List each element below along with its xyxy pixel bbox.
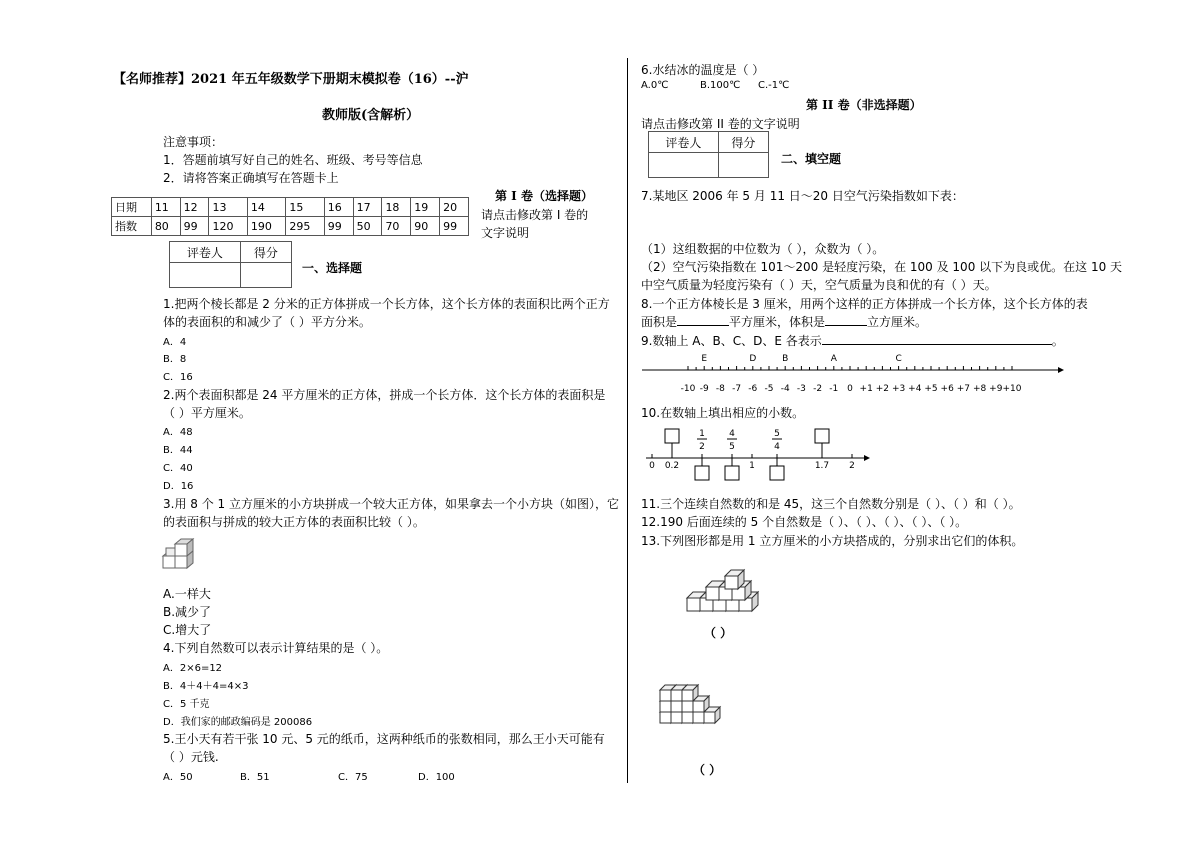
fraction-numerator: 5 xyxy=(774,429,780,439)
tick-label: -5 xyxy=(764,384,774,394)
score-cell-grader[interactable] xyxy=(649,153,719,178)
score-table xyxy=(169,241,292,288)
q1-option-c[interactable]: C．16 xyxy=(163,372,193,383)
q7-text-line3: （2）空气污染指数在 101～200 是轻度污染，在 100 及 100 以下为良或优。在这 10 天 xyxy=(641,260,1123,274)
score-header-score: 得分 xyxy=(718,132,768,153)
table-cell: 99 xyxy=(180,217,209,236)
tick-label: +9 xyxy=(989,384,1003,394)
cube-front-face xyxy=(671,690,682,701)
score-cell-score[interactable] xyxy=(718,153,768,178)
q3-text-line2: 的表面积与拼成的较大正方体的表面积比较（ ）。 xyxy=(163,515,425,529)
q3-option-b[interactable]: B.减少了 xyxy=(163,605,212,619)
q2-option-c[interactable]: C．40 xyxy=(163,463,193,474)
cube-front-face xyxy=(660,690,671,701)
fig1-answer-paren[interactable]: （ ） xyxy=(704,626,733,640)
table-cell: 11 xyxy=(151,198,180,217)
tick-label: -7 xyxy=(732,384,742,394)
volume1-desc-line2: 文字说明 xyxy=(481,226,530,240)
table-cell: 18 xyxy=(382,198,411,217)
q4-option-c[interactable]: C．5 千克 xyxy=(163,699,210,710)
q11-text-line1: 11.三个连续自然数的和是 45，这三个自然数分别是（ ）、（ ）和（ ）。 xyxy=(641,497,1021,511)
table-cell: 日期 xyxy=(112,198,152,217)
tick-label: 0 xyxy=(649,461,655,471)
section2-title: 二、填空题 xyxy=(781,152,842,166)
q8-text-part3: 立方厘米。 xyxy=(867,315,928,329)
q8-text-line2 xyxy=(641,313,927,330)
tick-label: +7 xyxy=(956,384,971,394)
fraction-numerator: 1 xyxy=(699,429,705,439)
q4-option-d[interactable]: D．我们家的邮政编码是 200086 xyxy=(163,717,313,728)
volume2-title: 第 II 卷（非选择题） xyxy=(806,98,922,112)
fraction-denominator: 5 xyxy=(729,442,735,452)
table-cell: 70 xyxy=(382,217,411,236)
q5-option-c[interactable]: C．75 xyxy=(338,772,368,783)
fraction-denominator: 4 xyxy=(774,442,780,452)
q6-text-line1: 6.水结冰的温度是（ ） xyxy=(641,63,765,77)
cube-with-missing-block-figure xyxy=(160,538,202,574)
cube-front-face xyxy=(671,712,682,723)
point-label-a: A xyxy=(830,354,837,364)
tick-label: -2 xyxy=(813,384,823,394)
decimal-number-line xyxy=(640,422,875,482)
cube-front-face xyxy=(682,701,693,712)
pollution-data-table xyxy=(111,197,469,236)
tick-label: +2 xyxy=(875,384,890,394)
q5-option-d[interactable]: D．100 xyxy=(418,772,455,783)
q1-option-b[interactable]: B．8 xyxy=(163,354,187,365)
table-cell: 14 xyxy=(247,198,285,217)
q6-option-b[interactable]: B.100℃ xyxy=(700,80,741,91)
tick-label: +1 xyxy=(859,384,873,394)
tick-label: 2 xyxy=(849,461,855,471)
tick-label: -3 xyxy=(796,384,806,394)
cube-front-face xyxy=(682,690,693,701)
table-cell: 190 xyxy=(247,217,285,236)
tick-label: -1 xyxy=(829,384,839,394)
table-cell: 15 xyxy=(286,198,324,217)
table-cell: 80 xyxy=(151,217,180,236)
q2-option-a[interactable]: A．48 xyxy=(163,427,193,438)
score-header-score: 得分 xyxy=(240,242,291,263)
point-label-b: B xyxy=(782,354,789,364)
answer-box[interactable] xyxy=(815,429,829,443)
table-cell: 20 xyxy=(440,198,469,217)
cube-front-face xyxy=(682,712,693,723)
cube-front-face xyxy=(693,701,704,712)
q5-option-b[interactable]: B．51 xyxy=(240,772,270,783)
tick-label: 0 xyxy=(847,384,853,394)
q1-text-line1: 1.把两个棱长都是 2 分米的正方体拼成一个长方体，这个长方体的表面积比两个正方 xyxy=(163,297,610,311)
table-cell: 指数 xyxy=(112,217,152,236)
cube-stack-figure xyxy=(657,676,732,726)
q2-text-line1: 2.两个表面积都是 24 平方厘米的正方体，拼成一个长方体．这个长方体的表面积是 xyxy=(163,388,606,402)
table-cell: 50 xyxy=(353,217,382,236)
page-title-line2: 教师版(含解析） xyxy=(322,108,420,123)
cube-front-face xyxy=(687,598,700,611)
table-cell: 120 xyxy=(209,217,247,236)
fraction-denominator: 2 xyxy=(699,442,705,452)
q2-option-d[interactable]: D．16 xyxy=(163,481,194,492)
table-cell: 99 xyxy=(440,217,469,236)
table-cell: 90 xyxy=(411,217,440,236)
tick-label: +3 xyxy=(891,384,906,394)
tick-label: -8 xyxy=(715,384,725,394)
table-row xyxy=(112,217,469,236)
q6-option-a[interactable]: A.0℃ xyxy=(641,80,669,91)
volume2-desc: 请点击修改第 II 卷的文字说明 xyxy=(641,117,800,131)
q1-option-a[interactable]: A．4 xyxy=(163,337,187,348)
cube-front-face xyxy=(725,576,738,589)
q3-option-c[interactable]: C.增大了 xyxy=(163,623,212,637)
q6-option-c[interactable]: C.-1℃ xyxy=(758,80,790,91)
point-label-c: C xyxy=(895,354,902,364)
q8-answer-blank-volume[interactable] xyxy=(825,314,867,326)
q13-text-line1: 13.下列图形都是用 1 立方厘米的小方块搭成的，分别求出它们的体积。 xyxy=(641,534,1024,548)
table-cell: 19 xyxy=(411,198,440,217)
tick-label: +4 xyxy=(908,384,922,394)
answer-box[interactable] xyxy=(725,466,739,480)
fig2-answer-paren[interactable]: （ ） xyxy=(693,763,722,777)
score-header-grader: 评卷人 xyxy=(170,242,241,263)
tick-label: -9 xyxy=(699,384,709,394)
point-label-e: E xyxy=(701,354,708,364)
score-table-2 xyxy=(648,131,769,178)
section1-title: 一、选择题 xyxy=(302,261,363,275)
notice-item-1: 1．答题前填写好自己的姓名、班级、考号等信息 xyxy=(163,153,423,167)
q7-text-line2: （1）这组数据的中位数为（ ），众数为（ ）。 xyxy=(641,242,885,256)
table-cell: 99 xyxy=(324,217,353,236)
q7-text-line4: 中空气质量为轻度污染有（ ）天，空气质量为良和优的有（ ）天。 xyxy=(641,278,997,292)
q2-text-line2: （ ）平方厘米。 xyxy=(163,406,251,420)
q5-text-line1: 5.王小天有若干张 10 元、5 元的纸币，这两种纸币的张数相同，那么王小天可能有 xyxy=(163,732,605,746)
q5-text-line2: （ ）元钱. xyxy=(163,750,219,764)
q7-text-line1: 7.某地区 2006 年 5 月 11 日～20 日空气污染指数如下表： xyxy=(641,189,964,203)
q8-text-part2: 平方厘米，体积是 xyxy=(729,315,826,329)
answer-box[interactable] xyxy=(770,466,784,480)
q9-answer-blank[interactable] xyxy=(822,333,1052,345)
cube-front-face xyxy=(660,712,671,723)
tick-label: +10 xyxy=(1002,384,1022,394)
tick-label: 1 xyxy=(749,461,755,471)
notice-item-2: 2．请将答案正确填写在答题卡上 xyxy=(163,171,339,185)
tick-label: -6 xyxy=(748,384,758,394)
q9-text-line1 xyxy=(641,332,1064,349)
answer-box[interactable] xyxy=(665,429,679,443)
q3-text-line1: 3.用 8 个 1 立方厘米的小方块拼成一个较大正方体，如果拿去一个小方块（如图），它 xyxy=(163,497,619,511)
answer-box[interactable] xyxy=(695,466,709,480)
integer-number-line xyxy=(640,350,1065,395)
cube-pyramid-figure xyxy=(683,550,788,618)
tick-label: 1.7 xyxy=(814,461,830,471)
tick-label: 0.2 xyxy=(664,461,680,471)
score-cell-score[interactable] xyxy=(240,263,291,288)
table-cell: 12 xyxy=(180,198,209,217)
tick-label: +8 xyxy=(972,384,987,394)
volume1-desc-line1: 请点击修改第 I 卷的 xyxy=(481,208,589,222)
q4-option-a[interactable]: A．2×6=12 xyxy=(163,663,223,674)
q8-text-line1: 8.一个正方体棱长是 3 厘米，用两个这样的正方体拼成一个长方体，这个长方体的表 xyxy=(641,297,1088,311)
q8-text-part1: 面积是 xyxy=(641,315,678,329)
q9-text: 9.数轴上 A、B、C、D、E 各表示 xyxy=(641,334,822,348)
notice-title: 注意事项： xyxy=(163,135,224,149)
score-header-grader: 评卷人 xyxy=(649,132,719,153)
q12-text-line1: 12.190 后面连续的 5 个自然数是（ ）、（ ）、（ ）、（ ）、（ ）。 xyxy=(641,515,968,529)
cube-front-face xyxy=(704,712,715,723)
q10-text-line1: 10.在数轴上填出相应的小数。 xyxy=(641,406,805,420)
table-cell: 16 xyxy=(324,198,353,217)
score-cell-grader[interactable] xyxy=(170,263,241,288)
q9-text-end: 。 xyxy=(1051,334,1064,348)
cube-front-face xyxy=(671,701,682,712)
q1-text-line2: 体的表面积的和减少了（ ）平方分米。 xyxy=(163,315,371,329)
point-label-d: D xyxy=(749,354,757,364)
page-title-line1: 【名师推荐】2021 年五年级数学下册期末模拟卷（16）--沪 xyxy=(113,72,469,87)
q2-option-b[interactable]: B．44 xyxy=(163,445,193,456)
tick-label: +5 xyxy=(924,384,938,394)
cube-front-face xyxy=(693,712,704,723)
fraction-numerator: 4 xyxy=(729,429,735,439)
q3-option-a[interactable]: A.一样大 xyxy=(163,587,211,601)
table-cell: 17 xyxy=(353,198,382,217)
table-row xyxy=(112,198,469,217)
q5-option-a[interactable]: A．50 xyxy=(163,772,193,783)
table-cell: 295 xyxy=(286,217,324,236)
tick-label: -10 xyxy=(680,384,696,394)
table-cell: 13 xyxy=(209,198,247,217)
q8-answer-blank-area[interactable] xyxy=(677,314,729,326)
q4-option-b[interactable]: B．4＋4＋4=4×3 xyxy=(163,681,249,692)
column-divider xyxy=(627,58,628,783)
cube-front-face xyxy=(706,587,719,600)
q4-text-line1: 4.下列自然数可以表示计算结果的是（ ）。 xyxy=(163,641,389,655)
volume1-title: 第 I 卷（选择题） xyxy=(495,189,593,203)
cube-front-face xyxy=(660,701,671,712)
tick-label: +6 xyxy=(940,384,954,394)
tick-label: -4 xyxy=(780,384,790,394)
